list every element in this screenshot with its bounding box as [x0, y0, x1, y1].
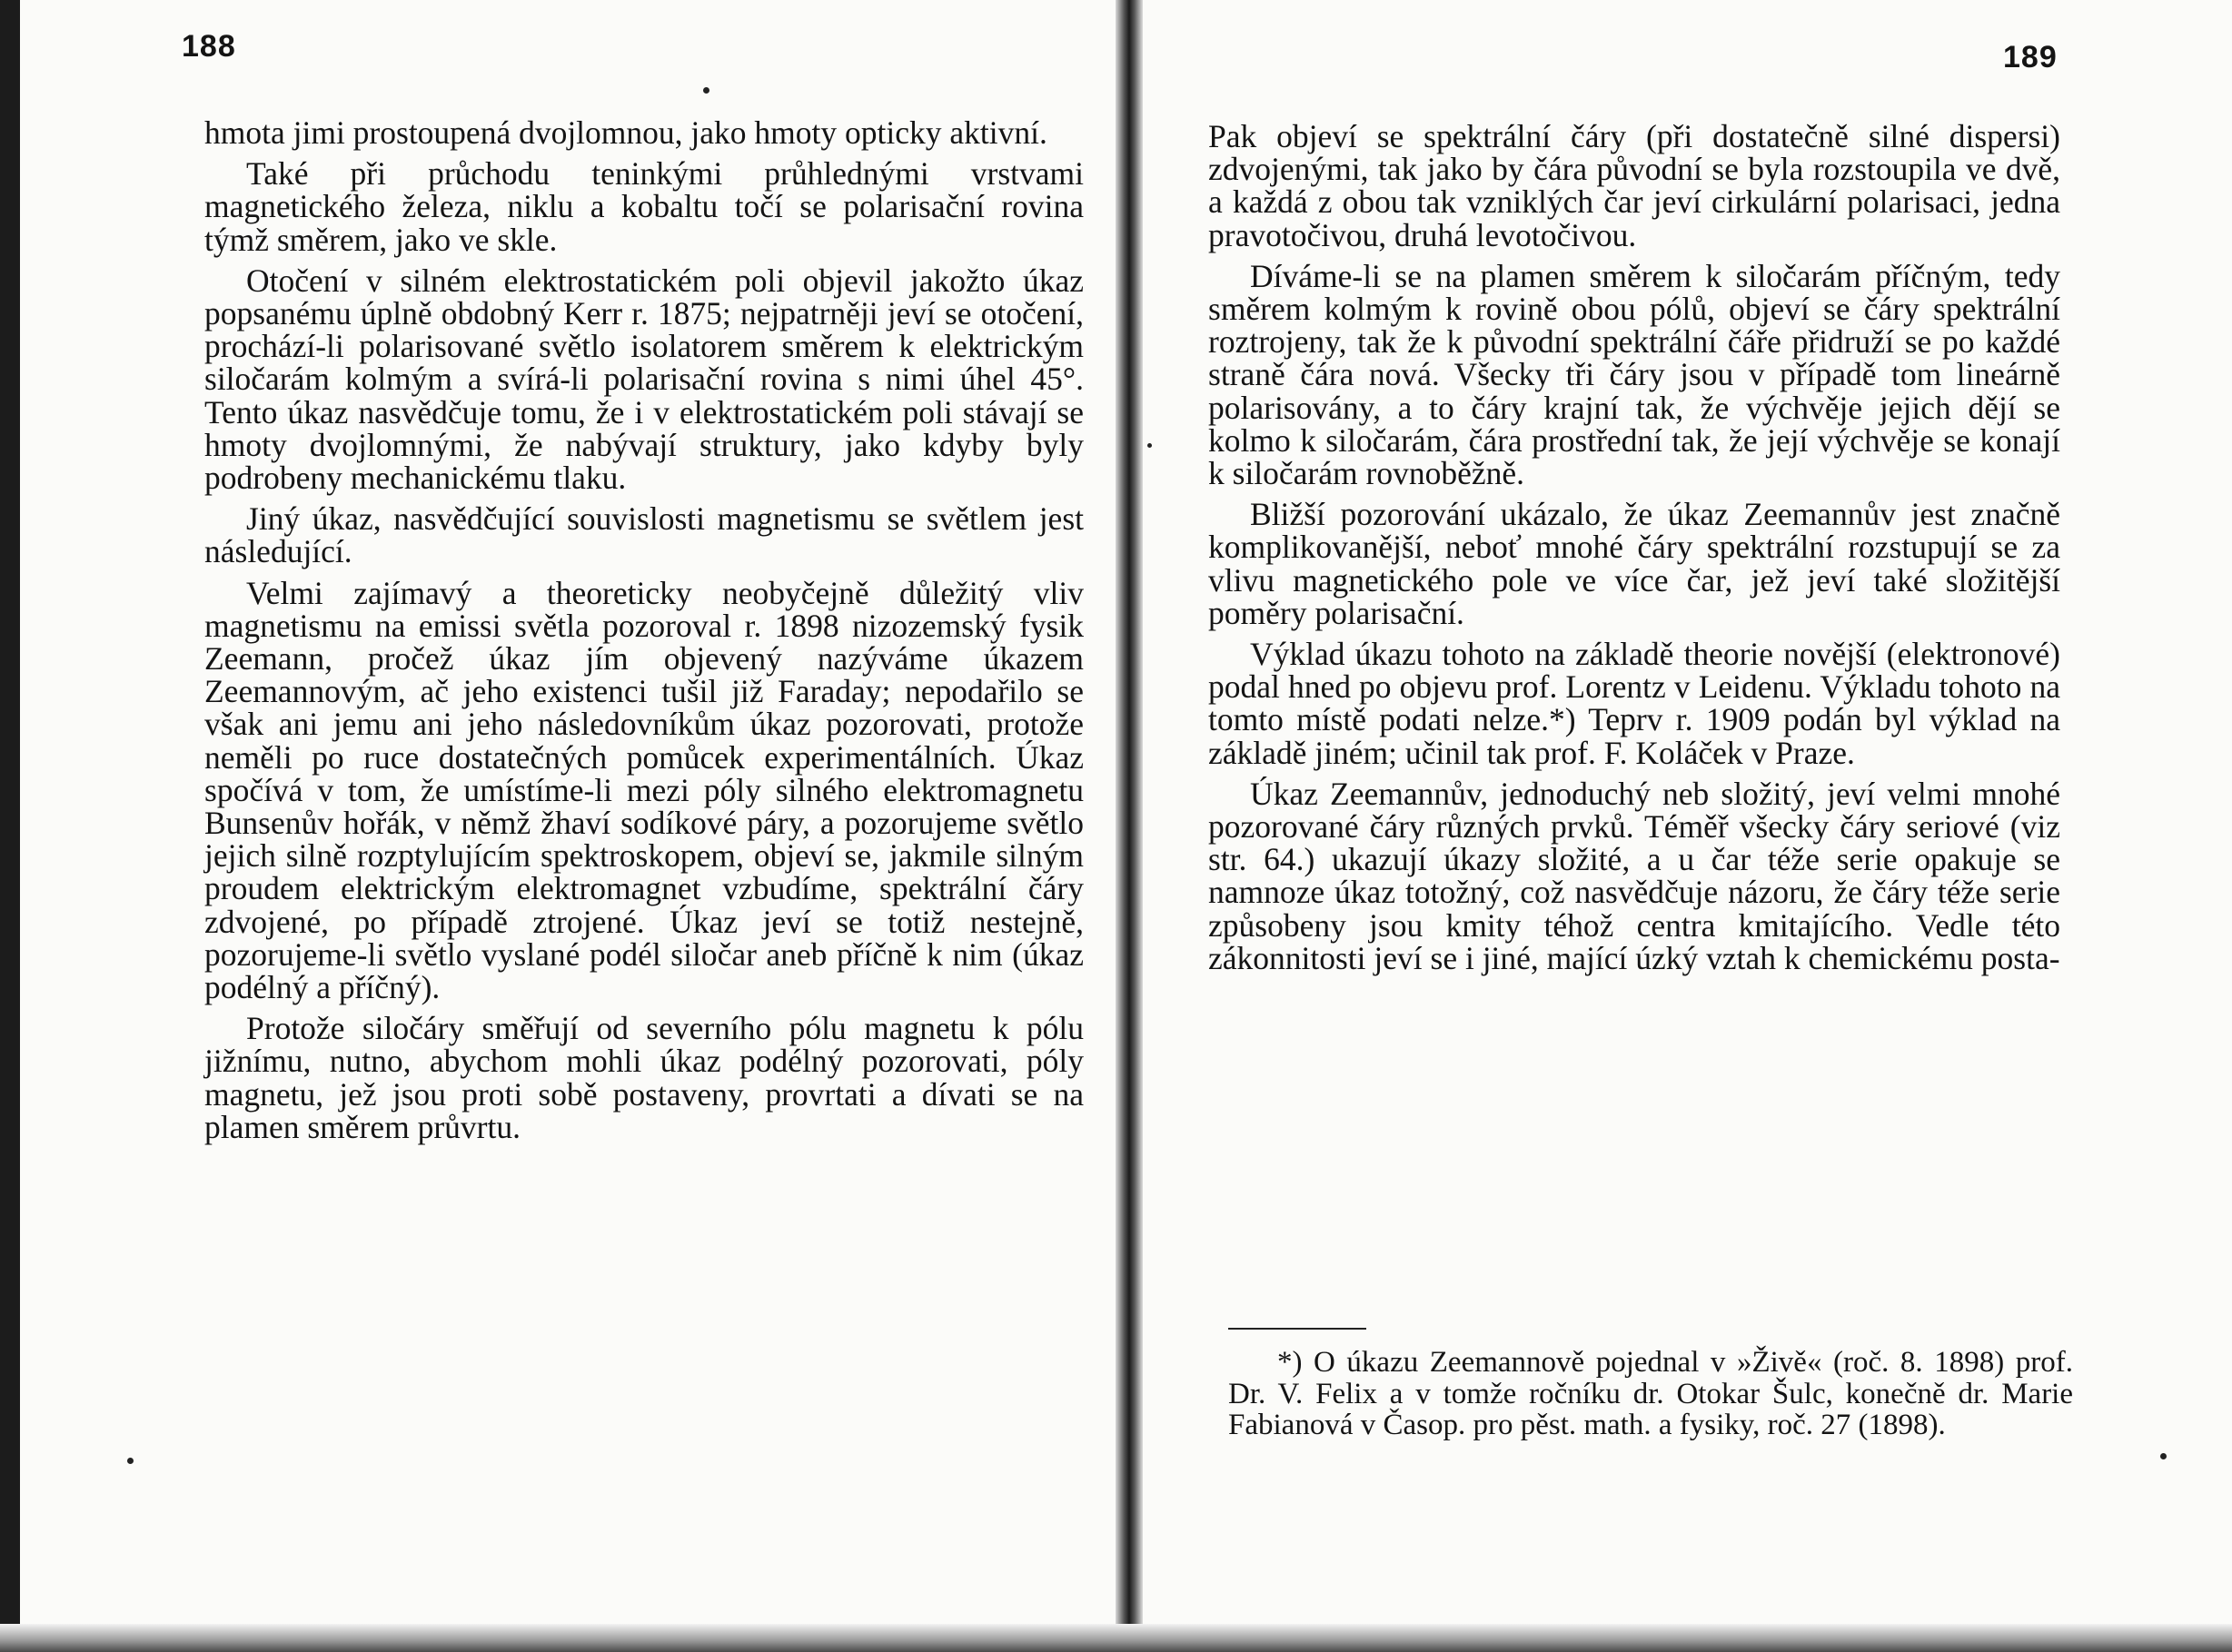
- page-number-left: 188: [182, 29, 236, 64]
- paragraph: Díváme-li se na plamen směrem k siločarám příčným, tedy směrem kolmým k rovině obou pólů, objeví se čáry spektrální roztrojeny, tak že k původní spektrální čáře přidruží se po každé straně čára nová. Všecky tři čáry jsou v případě tom lineárně polarisovány, a to čáry krajní tak, že výchvěje jejich dějí se kolmo k siločarám, čára prostřední tak, že její výchvěje se konají k siločarám rovnoběžně.: [1208, 257, 2060, 492]
- page-number-right: 189: [2003, 40, 2058, 74]
- footnote-rule: [1228, 1328, 1366, 1330]
- book-gutter: [1116, 0, 1143, 1652]
- left-page-text: [204, 116, 1084, 1152]
- speck: [1147, 443, 1152, 448]
- speck: [703, 87, 709, 94]
- footnote: [1228, 1347, 2073, 1441]
- paragraph: hmota jimi prostoupená dvojlomnou, jako hmoty opticky aktivní.: [204, 114, 1047, 151]
- footnote-text: *) O úkazu Zeemannově pojednal v »Živě« (roč. 8. 1898) prof. Dr. V. Felix a v tomže ročníku dr. Otokar Šulc, konečně dr. Marie Fabianová v Časop. pro pěst. math. a fysiky, roč. 27 (1898).: [1228, 1346, 2073, 1441]
- paragraph: Bližší pozorování ukázalo, že úkaz Zeemannův jest značně komplikovanější, neboť mnohé čáry spektrální rozstupují se za vlivu magnetického pole ve více čar, jež jeví také složitější poměry polarisační.: [1208, 496, 2060, 631]
- paragraph: Také při průchodu teninkými průhlednými vrstvami magnetického železa, niklu a kobaltu točí se polarisační rovina týmž směrem, jako ve skle.: [204, 155, 1084, 258]
- page-bottom-edge: [0, 1624, 2232, 1652]
- speck: [127, 1458, 134, 1464]
- right-page-text: [1208, 120, 2060, 983]
- paragraph: Velmi zajímavý a theoreticky neobyčejně důležitý vliv magnetismu na emissi světla pozoroval r. 1898 nizozemský fysik Zeemann, pročež úkaz jím objevený nazýváme úkazem Zeemannovým, ač jeho existenci tušil již Faraday; nepodařilo se však ani jemu ani jeho následovníkům úkaz pozorovati, protože neměli po ruce dostatečných pomůcek experimentálních. Úkaz spočívá v tom, že umístíme-li mezi póly silného elektromagnetu Bunsenův hořák, v němž žhaví sodíkové páry, a pozorujeme světlo jejich silně rozptylujícím spektroskopem, objeví se, jakmile silným proudem elektrickým elektromagnet vzbudíme, spektrální čáry zdvojené, po případě ztrojené. Úkaz jeví se totiž nestejně, pozorujeme-li světlo vyslané podél siločar aneb příčně k nim (úkaz podélný a příčný).: [204, 574, 1084, 1006]
- paragraph: Otočení v silném elektrostatickém poli objevil jakožto úkaz popsanému úplně obdobný Kerr r. 1875; nejpatrněji jeví se otočení, prochází-li polarisované světlo isolatorem směrem k elektrickým siločarám kolmým a svírá-li polarisační rovina s nimi úhel 45°. Tento úkaz nasvědčuje tomu, že i v elektrostatickém poli stávají se hmoty dvojlomnými, že nabývají struktury, jako kdyby byly podrobeny mechanickému tlaku.: [204, 262, 1084, 497]
- paragraph: Výklad úkazu tohoto na základě theorie novější (elektronové) podal hned po objevu prof. Lorentz v Leidenu. Výkladu tohoto na tomto místě podati nelze.*) Teprv r. 1909 podán byl výklad na základě jiném; učinil tak prof. F. Koláček v Praze.: [1208, 636, 2060, 771]
- paragraph: Jiný úkaz, nasvědčující souvislosti magnetismu se světlem jest následující.: [204, 500, 1084, 570]
- paragraph: Úkaz Zeemannův, jednoduchý neb složitý, jeví velmi mnohé pozorované čáry různých prvků. Téměř všecky čáry seriové (viz str. 64.) ukazují úkazy složité, a u čar téže serie opakuje se namnoze úkaz totožný, což nasvědčuje názoru, že čáry téže serie způsobeny jsou kmity téhož centra kmitajícího. Vedle této zákonnitosti jeví se i jiné, mající úzký vztah k chemickému posta-: [1208, 775, 2060, 976]
- speck: [2160, 1453, 2167, 1459]
- paragraph: Protože siločáry směřují od severního pólu magnetu k pólu jižnímu, nutno, abychom mohli úkaz podélný pozorovati, póly magnetu, jež jsou proti sobě postaveny, provrtati a dívati se na plamen směrem průvrtu.: [204, 1010, 1084, 1145]
- paragraph: Pak objeví se spektrální čáry (při dostatečně silné dispersi) zdvojenými, tak jako by čára původní se byla rozstoupila ve dvě, a každá z obou tak vzniklých čar jeví cirkulární polarisaci, jedna pravotočivou, druhá levotočivou.: [1208, 118, 2060, 253]
